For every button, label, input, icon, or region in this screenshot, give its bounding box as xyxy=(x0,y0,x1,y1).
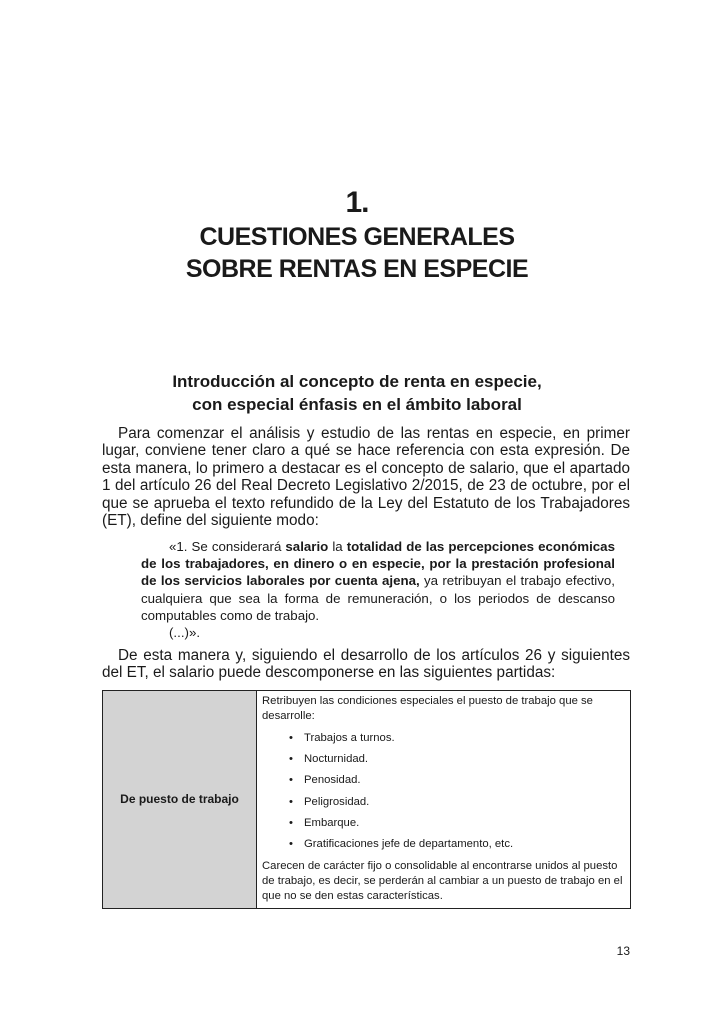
section-title xyxy=(0,370,714,416)
list-item-text: Gratificaciones jefe de departamento, etc. xyxy=(304,838,514,851)
content-intro: Retribuyen las condiciones especiales el puesto de trabajo que se desarrolle: xyxy=(262,695,593,723)
bullet-icon: • xyxy=(289,795,293,808)
conditions-list xyxy=(262,728,625,856)
legal-quote xyxy=(141,538,615,641)
bullet-icon: • xyxy=(289,753,293,766)
table-row xyxy=(103,691,631,909)
list-item xyxy=(289,749,625,770)
list-item xyxy=(289,813,625,834)
bullet-icon: • xyxy=(289,774,293,787)
quote-part2: la xyxy=(328,539,347,554)
partidas-paragraph xyxy=(102,647,630,682)
chapter-title-line2: SOBRE RENTAS EN ESPECIE xyxy=(185,255,529,283)
list-item xyxy=(289,834,625,855)
bullet-icon: • xyxy=(289,838,293,851)
salary-components-table xyxy=(102,690,631,909)
content-closing: Carecen de carácter fijo o consolidable al encontrarse unidos al puesto de trabajo, es decir, se perderán al cambiar a un puesto de trabajo en el que no se den estas características. xyxy=(262,859,623,903)
quote-part1: «1. Se considerará xyxy=(169,539,286,554)
intro-paragraph-text: Para comenzar el análisis y estudio de las rentas en especie, en primer lugar, conviene tener claro a qué se hace referencia con esta expresión. De esta manera, lo primero a destacar es el concepto de salario, que el apartado 1 del artículo 26 del Real Decreto Legislativo 2/2015, de 23 de octubre, por el que se aprueba el texto refundido de la Ley del Estatuto de los Trabajadores (ET), define del siguiente modo: xyxy=(102,425,630,530)
row-label-cell: De puesto de trabajo xyxy=(103,691,257,909)
chapter-title-line1: CUESTIONES GENERALES xyxy=(199,223,515,251)
list-item-text: Nocturnidad. xyxy=(304,753,369,766)
list-item xyxy=(289,770,625,791)
quote-bold-definition: totalidad de las percepciones económicas de los trabajadores, en dinero o en especie, por la prestación profesional de los servicios laborales por cuenta ajena, xyxy=(141,539,615,589)
partidas-paragraph-text: De esta manera y, siguiendo el desarrollo de los artículos 26 y siguientes del ET, el salario puede descomponerse en las siguientes partidas: xyxy=(102,647,630,682)
bullet-icon: • xyxy=(289,731,293,744)
intro-paragraph xyxy=(102,425,630,529)
row-content-cell xyxy=(257,691,631,909)
list-item xyxy=(289,728,625,749)
list-item-text: Embarque. xyxy=(304,817,360,829)
chapter-heading xyxy=(0,185,714,285)
list-item-text: Penosidad. xyxy=(304,774,361,787)
quote-ellipsis: (...)». xyxy=(169,625,201,641)
quote-part3: ya retribuyan el trabajo efectivo, cualquiera que sea la forma de remuneración, o los periodos de descanso computables como de trabajo. xyxy=(141,573,615,623)
page-number: 13 xyxy=(616,944,630,958)
list-item xyxy=(289,792,625,813)
section-title-line1: Introducción al concepto de renta en especie, xyxy=(172,372,542,391)
chapter-number: 1. xyxy=(345,186,369,219)
list-item-text: Trabajos a turnos. xyxy=(304,731,395,744)
quote-bold-salario: salario xyxy=(285,539,329,554)
section-title-line2: con especial énfasis en el ámbito laboral xyxy=(192,395,522,414)
list-item-text: Peligrosidad. xyxy=(304,795,370,808)
bullet-icon: • xyxy=(289,817,293,829)
